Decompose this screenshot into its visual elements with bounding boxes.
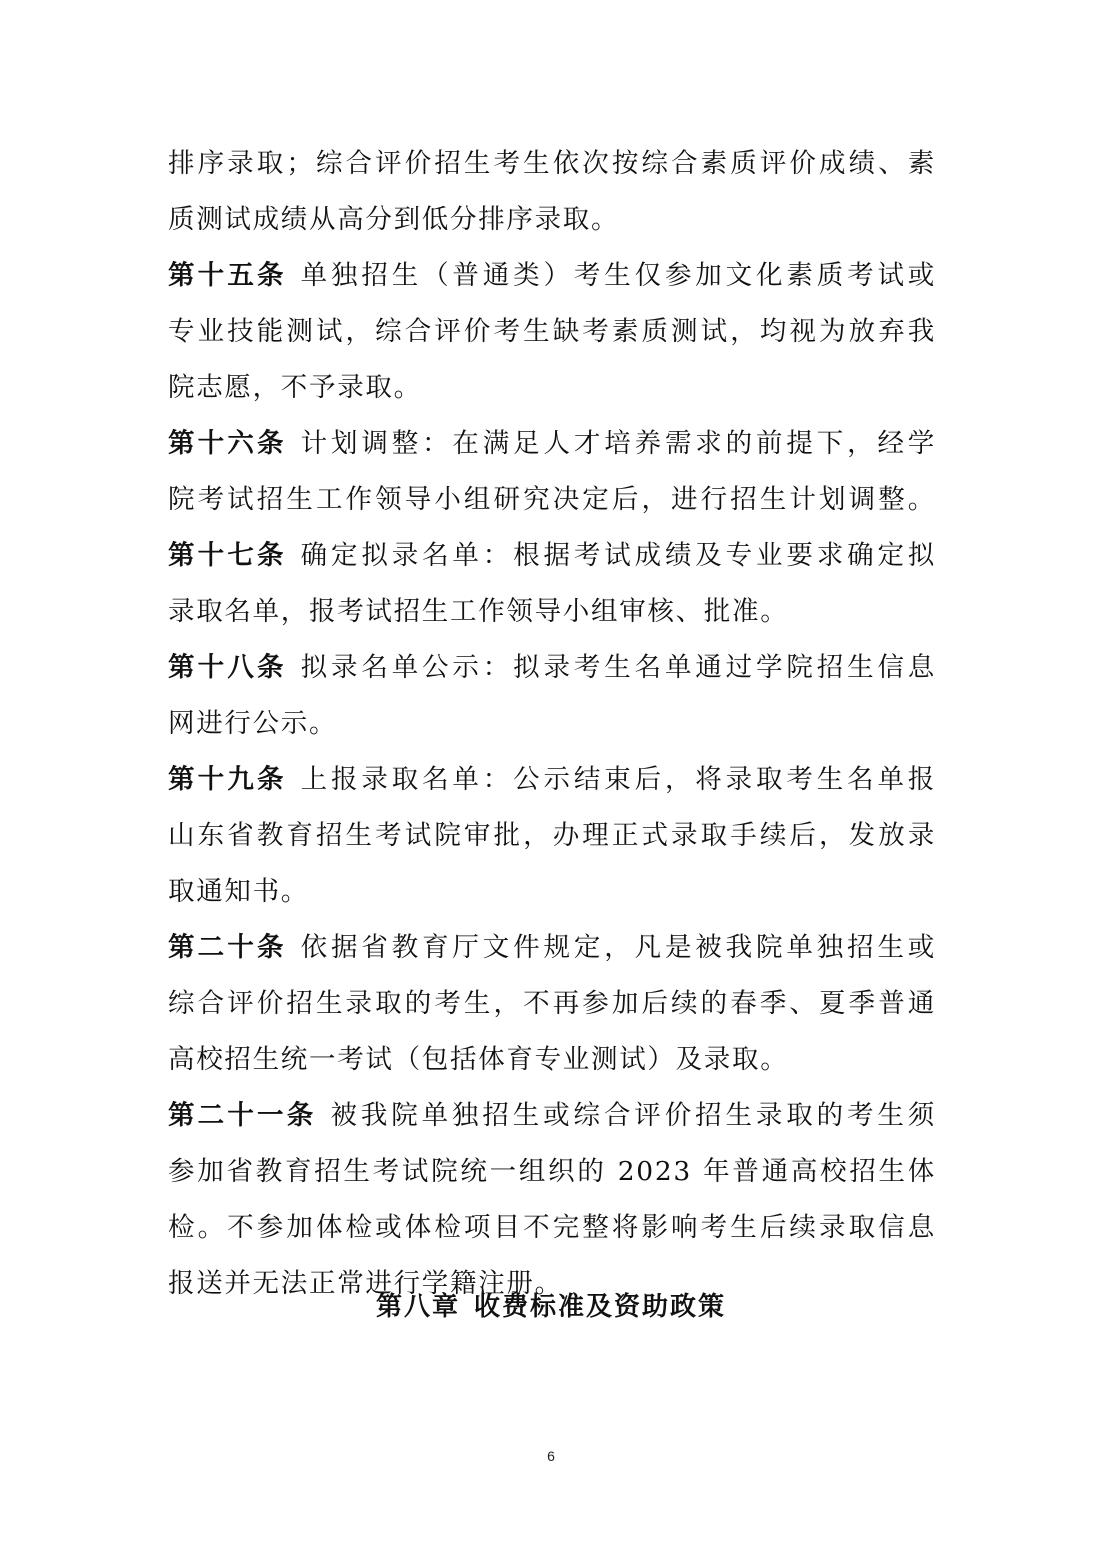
- article-20: [168, 920, 936, 1088]
- article-label: 第二十条: [168, 932, 287, 963]
- article-18: [168, 640, 936, 752]
- page-number: 6: [547, 1448, 555, 1464]
- text-line: 院考试招生工作领导小组研究决定后，进行招生计划调整。: [168, 484, 936, 515]
- article-19: [168, 752, 936, 920]
- article-label: 第十七条: [168, 540, 287, 571]
- text-line: 第十八条 拟录名单公示：拟录考生名单通过学院招生信息: [168, 652, 937, 683]
- text-line: 专业技能测试，综合评价考生缺考素质测试，均视为放弃我: [168, 316, 936, 347]
- chapter-title-text: 收费标准及资助政策: [474, 1292, 727, 1322]
- text-line: 第十七条 确定拟录名单：根据考试成绩及专业要求确定拟: [168, 540, 937, 571]
- article-17: [168, 528, 936, 640]
- text-line: 第十九条 上报录取名单：公示结束后，将录取考生名单报: [168, 764, 937, 795]
- text-line: 录取名单，报考试招生工作领导小组审核、批准。: [168, 596, 789, 627]
- article-21: [168, 1088, 936, 1312]
- text-line: 检。不参加体检或体检项目不完整将影响考生后续录取信息: [168, 1212, 936, 1243]
- text-line: 院志愿，不予录取。: [168, 372, 422, 403]
- document-page: [168, 136, 936, 1312]
- text-line: 第二十条 依据省教育厅文件规定，凡是被我院单独招生或: [168, 932, 937, 963]
- article-16: [168, 416, 936, 528]
- text-line: 网进行公示。: [168, 708, 338, 739]
- text-line: 山东省教育招生考试院审批，办理正式录取手续后，发放录: [168, 820, 936, 851]
- paragraph-continuation: [168, 136, 936, 248]
- text-line: 第十六条 计划调整：在满足人才培养需求的前提下，经学: [168, 428, 937, 459]
- chapter-number: 第八章: [375, 1292, 460, 1322]
- text-line: 第二十一条 被我院单独招生或综合评价招生录取的考生须: [168, 1100, 936, 1131]
- text-line: 报送并无法正常进行学籍注册。: [168, 1268, 563, 1299]
- article-15: [168, 248, 936, 416]
- article-label: 第十九条: [168, 764, 287, 795]
- text-line: 第十五条 单独招生（普通类）考生仅参加文化素质考试或: [168, 260, 937, 291]
- chapter-heading: [0, 1286, 1102, 1323]
- text-line: 取通知书。: [168, 876, 309, 907]
- article-label: 第二十一条: [168, 1100, 317, 1131]
- text-line: 排序录取；综合评价招生考生依次按综合素质评价成绩、素: [168, 148, 936, 179]
- article-label: 第十六条: [168, 428, 287, 459]
- article-label: 第十八条: [168, 652, 287, 683]
- text-line: 高校招生统一考试（包括体育专业测试）及录取。: [168, 1044, 789, 1075]
- article-label: 第十五条: [168, 260, 287, 291]
- text-line: 参加省教育招生考试院统一组织的 2023 年普通高校招生体: [168, 1156, 936, 1187]
- text-line: 综合评价招生录取的考生，不再参加后续的春季、夏季普通: [168, 988, 936, 1019]
- text-line: 质测试成绩从高分到低分排序录取。: [168, 204, 620, 235]
